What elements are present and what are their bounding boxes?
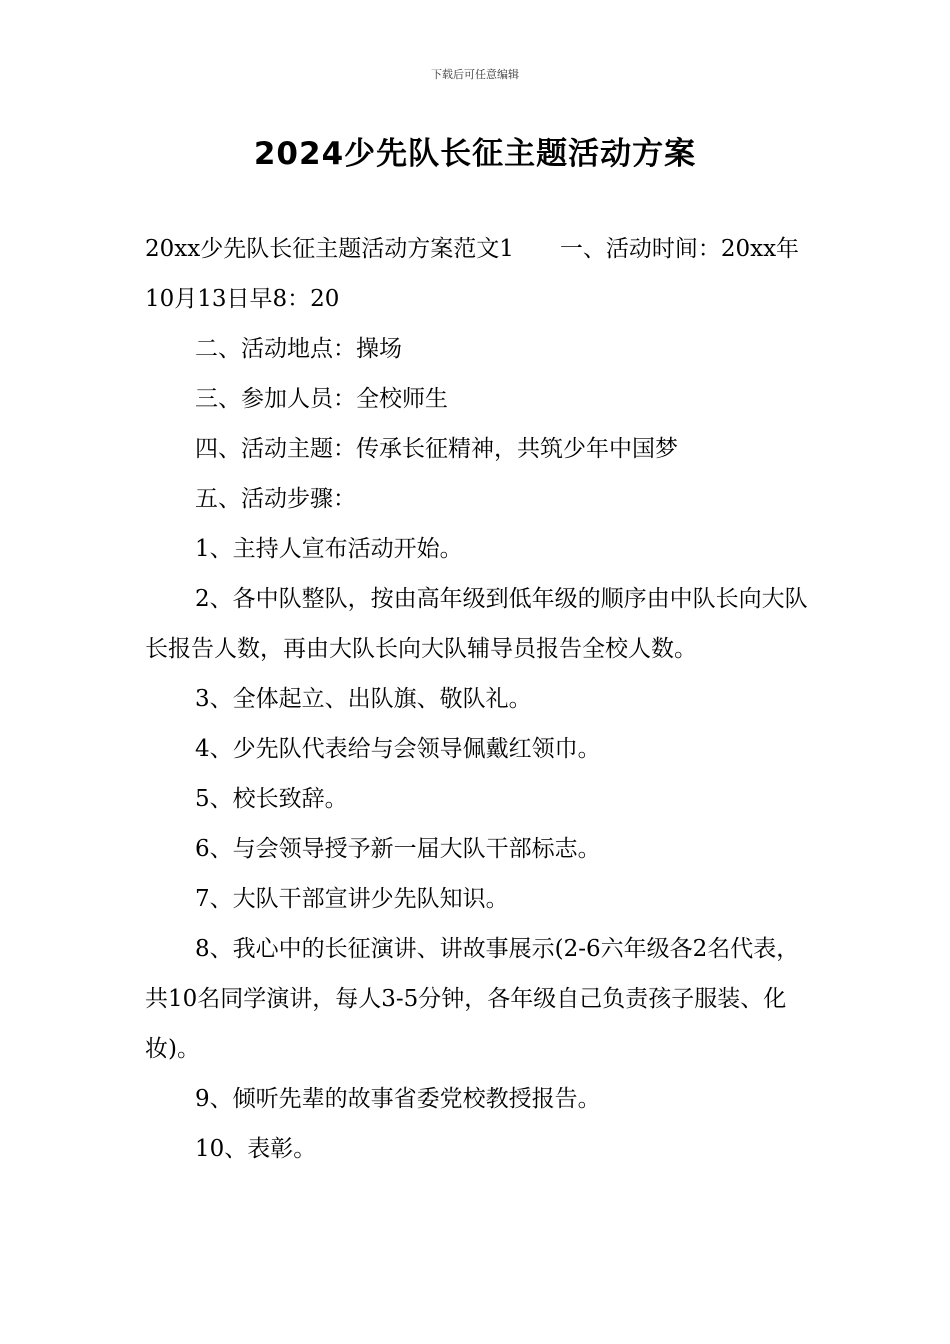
document-body <box>145 224 815 1174</box>
header-note: 下载后可任意编辑 <box>431 68 519 81</box>
page-title: 2024少先队长征主题活动方案 <box>253 136 697 172</box>
paragraph: 2、各中队整队，按由高年级到低年级的顺序由中队长向大队长报告人数，再由大队长向大队辅导员报告全校人数。 <box>145 586 808 662</box>
paragraph: 9、倾听先辈的故事省委党校教授报告。 <box>195 1086 601 1112</box>
paragraph: 20xx少先队长征主题活动方案范文1 一、活动时间：20xx年10月13日早8：20 <box>145 236 800 312</box>
paragraph: 二、活动地点：操场 <box>195 336 402 362</box>
paragraph: 3、全体起立、出队旗、敬队礼。 <box>195 686 532 712</box>
paragraph: 8、我心中的长征演讲、讲故事展示(2-6六年级各2名代表，共10名同学演讲，每人3-5分钟，各年级自己负责孩子服装、化妆)。 <box>145 936 800 1062</box>
paragraph: 五、活动步骤： <box>195 486 356 512</box>
paragraph: 1、主持人宣布活动开始。 <box>195 536 463 562</box>
paragraph: 三、参加人员：全校师生 <box>195 386 448 412</box>
paragraph: 5、校长致辞。 <box>195 786 348 812</box>
paragraph: 四、活动主题：传承长征精神，共筑少年中国梦 <box>195 436 678 462</box>
paragraph: 6、与会领导授予新一届大队干部标志。 <box>195 836 601 862</box>
paragraph: 10、表彰。 <box>195 1136 317 1162</box>
paragraph: 4、少先队代表给与会领导佩戴红领巾。 <box>195 736 601 762</box>
paragraph: 7、大队干部宣讲少先队知识。 <box>195 886 509 912</box>
